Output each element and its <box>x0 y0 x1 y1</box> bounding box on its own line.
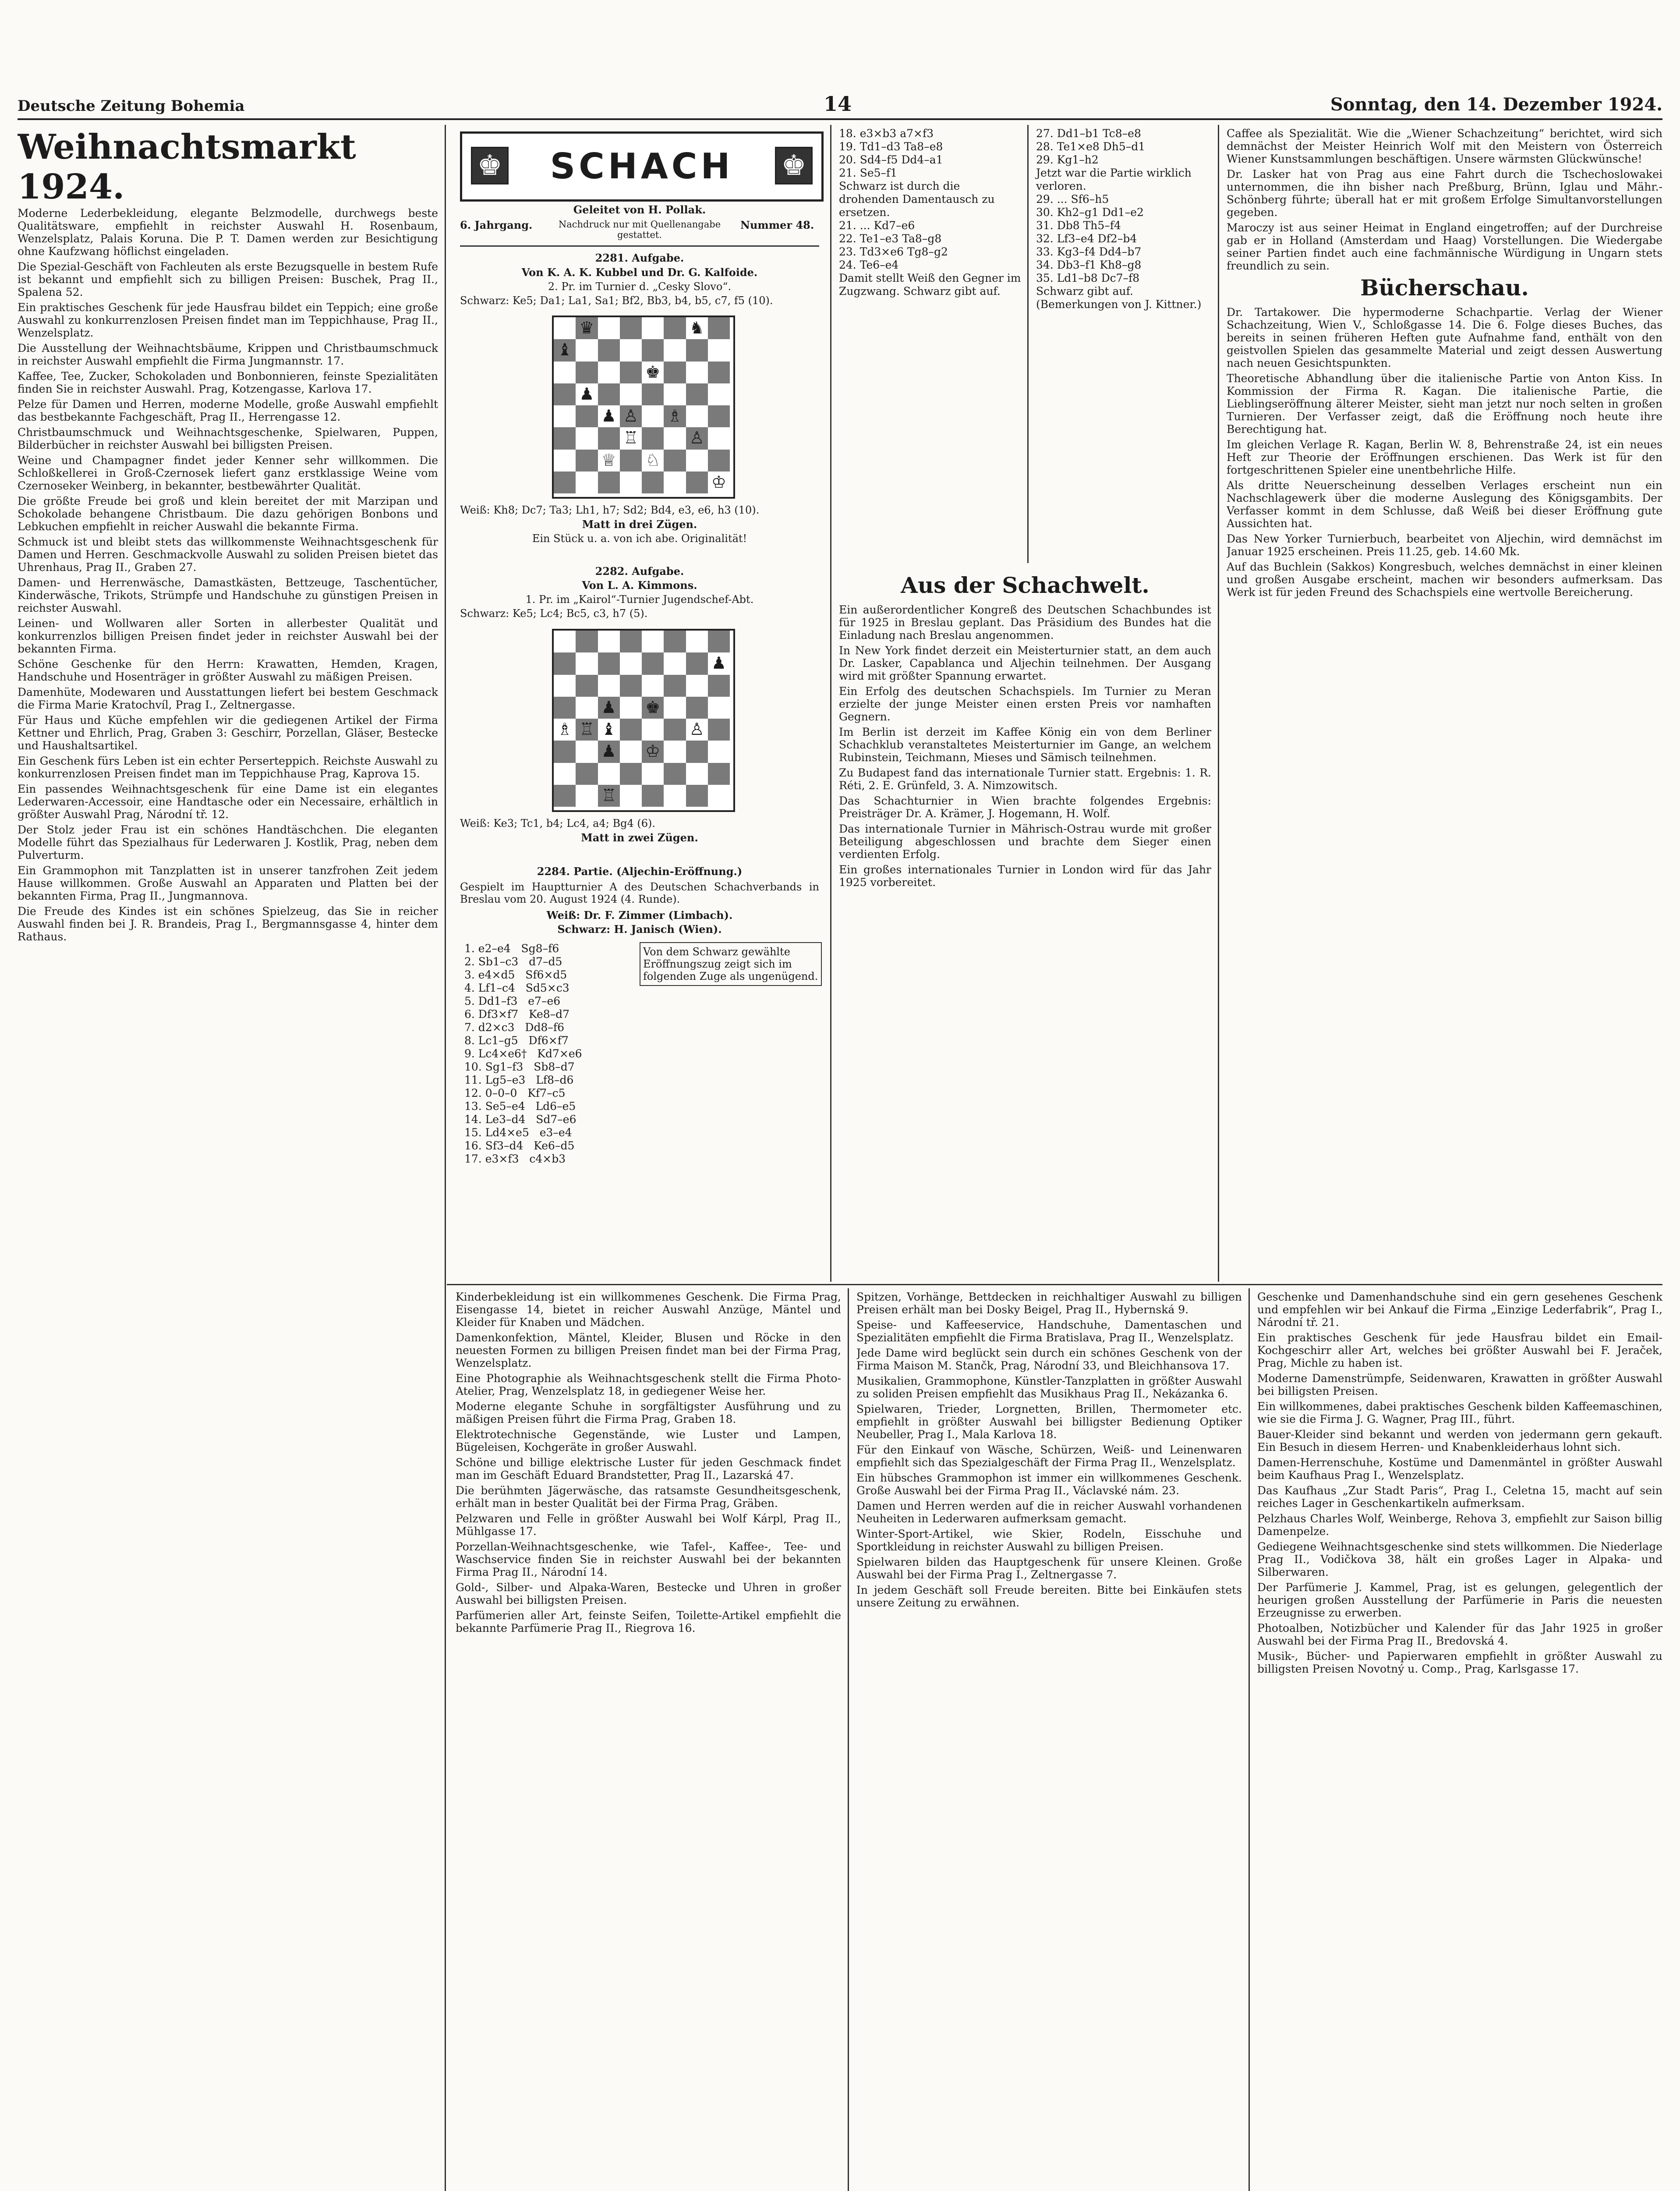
board-square <box>642 383 664 405</box>
move-line: 22. Te1–e3 Ta8–g8 <box>839 232 942 245</box>
move-line: 24. Te6–e4 <box>839 259 899 271</box>
board-square <box>664 450 686 472</box>
board-square <box>642 427 664 449</box>
board-square <box>686 339 708 361</box>
paragraph: Ein außerordentlicher Kongreß des Deutschen Schachbundes ist für 1925 in Breslau geplant. Das Präsidium des Bundes hat die Einladung nach Breslau angenommen. <box>839 603 1211 642</box>
board-square <box>664 317 686 339</box>
board-square <box>642 405 664 427</box>
board-square <box>620 719 642 741</box>
paragraph: Ein praktisches Geschenk für jede Hausfrau bildet ein Teppich; eine große Auswahl zu konkurrenzlosen Preisen findet man im Teppichhause, Prag II., Wenzelsplatz. <box>18 301 438 339</box>
page-date: Sonntag, den 14. Dezember 1924. <box>1330 94 1662 115</box>
chess-king-icon: ♚ <box>471 147 509 184</box>
paragraph: Das Kaufhaus „Zur Stadt Paris“, Prag I., Celetna 15, macht auf sein reiches Lager in Geschenkartikeln aufmerksam. <box>1257 1484 1662 1510</box>
move-line: 4. Lf1–c4 Sd5×c3 <box>464 982 569 994</box>
column-divider <box>1218 125 1219 1282</box>
chess-piece-icon: ♟ <box>601 741 616 761</box>
paragraph: Porzellan-Weihnachtsgeschenke, wie Tafel-, Kaffee-, Tee- und Waschservice finden Sie in reichster Auswahl bei der bekannten Firma Prag II., Národní 14. <box>456 1540 841 1578</box>
page-number: 14 <box>824 92 852 116</box>
board-square <box>576 675 598 697</box>
paragraph: Damen-Herrenschuhe, Kostüme und Damenmäntel in größter Auswahl beim Kaufhaus Prag I., Wenzelsplatz. <box>1257 1456 1662 1482</box>
masthead: Deutsche Zeitung Bohemia <box>18 97 245 115</box>
paragraph: Leinen- und Wollwaren aller Sorten in allerbester Qualität und konkurrenzlos billigen Preisen findet jeder in reichster Auswahl bei der bekannten Firma. <box>18 617 438 655</box>
board-square <box>620 631 642 652</box>
move-line: 9. Lc4×e6† Kd7×e6 <box>464 1047 582 1060</box>
chess-piece-icon: ♔ <box>645 741 661 761</box>
move-line: 23. Td3×e6 Tg8–g2 <box>839 245 948 258</box>
board-square <box>708 719 730 741</box>
schach-volume: 6. Jahrgang. <box>460 219 533 231</box>
schach-editor: Geleitet von H. Pollak. <box>573 203 706 216</box>
board-square <box>708 362 730 383</box>
board-square <box>554 785 576 807</box>
chess-piece-icon: ♙ <box>689 428 704 448</box>
paragraph: Ein passendes Weihnachtsgeschenk für eine Dame ist ein elegantes Lederwaren-Accessoir, eine Handtasche oder ein Necessaire, erhältlich in größter Auswahl Prag, Národní tř. 12. <box>18 783 438 821</box>
problem2-white: Weiß: Ke3; Tc1, b4; Lc4, a4; Bg4 (6). <box>460 817 655 830</box>
board-square <box>642 472 664 493</box>
board-square <box>642 631 664 652</box>
move-line: 3. e4×d5 Sf6×d5 <box>464 968 567 981</box>
chess-piece-icon: ♟ <box>579 384 594 404</box>
header-rule <box>18 118 1662 120</box>
board-square <box>598 383 620 405</box>
board-square <box>686 785 708 807</box>
move-line: 17. e3×f3 c4×b3 <box>464 1152 566 1165</box>
chess-king-icon: ♚ <box>775 147 813 184</box>
board-square <box>664 383 686 405</box>
game-title: 2284. Partie. (Aljechin-Eröffnung.) <box>537 865 743 878</box>
board-square <box>686 652 708 674</box>
paragraph: Caffee als Spezialität. Wie die „Wiener Schachzeitung“ berichtet, wird sich demnächst der Meister Heinrich Wolf mit den Meistern von Österreich Wiener Kunstsammlungen beschäftigen. Unsere wärmsten Glückwünsche! <box>1227 127 1662 165</box>
board-square <box>686 472 708 493</box>
paragraph: Die Freude des Kindes ist ein schönes Spielzeug, das Sie in reicher Auswahl finden bei J. R. Brandeis, Prag I., Bergmannsgasse 4, hinter dem Rathaus. <box>18 905 438 943</box>
move-line: 18. e3×b3 a7×f3 <box>839 127 934 140</box>
board-square <box>598 763 620 785</box>
weihnachtsmarkt-title: Weihnachtsmarkt 1924. <box>18 127 356 207</box>
board-square <box>598 675 620 697</box>
board-square <box>576 339 598 361</box>
board-square <box>576 362 598 383</box>
board-square <box>664 652 686 674</box>
schach-header-box <box>460 131 824 202</box>
problem2-prize: 1. Pr. im „Kairol“-Turnier Jugendschef-Abt. <box>525 593 754 606</box>
schachwelt-news <box>839 603 1211 889</box>
paragraph: Weine und Champagner findet jeder Kenner sehr willkommen. Die Schloßkellerei in Groß-Czernosek liefert ganz erstklassige Weine vom Czernoseker Weinberg, in bekannter, bestbewährter Qualität. <box>18 454 438 492</box>
board-square <box>708 675 730 697</box>
paragraph: Das New Yorker Turnierbuch, bearbeitet von Aljechin, wird demnächst im Januar 1925 erscheinen. Preis 11.25, geb. 14.60 Mk. <box>1227 532 1662 558</box>
chess-piece-icon: ♙ <box>689 720 704 739</box>
paragraph: Spitzen, Vorhänge, Bettdecken in reichhaltiger Auswahl zu billigen Preisen erhält man bei Dosky Beigel, Prag II., Hybernská 9. <box>856 1290 1242 1316</box>
paragraph: Der Stolz jeder Frau ist ein schönes Handtäschchen. Die eleganten Modelle führt das Spezialhaus für Lederwaren J. Kostlik, Prag, neben dem Pulverturm. <box>18 823 438 862</box>
paragraph: Winter-Sport-Artikel, wie Skier, Rodeln, Eisschuhe und Sportkleidung in reichster Auswahl zu billigen Preisen. <box>856 1528 1242 1553</box>
board-square <box>686 362 708 383</box>
problem1-stipulation: Matt in drei Zügen. <box>582 518 697 531</box>
board-square <box>664 675 686 697</box>
board-square <box>686 697 708 719</box>
schachwelt-section <box>839 570 1211 1280</box>
paragraph: Damen und Herren werden auf die in reicher Auswahl vorhandenen Neuheiten in Lederwaren aufmerksam gemacht. <box>856 1500 1242 1525</box>
board-square <box>554 652 576 674</box>
board-square <box>686 405 708 427</box>
move-line: 16. Sf3–d4 Ke6–d5 <box>464 1139 575 1152</box>
board-square <box>576 785 598 807</box>
board-square <box>708 317 730 339</box>
board-square <box>664 427 686 449</box>
paragraph: Bauer-Kleider sind bekannt und werden von jedermann gern gekauft. Ein Besuch in diesem Herren- und Knabenkleiderhaus lohnt sich. <box>1257 1428 1662 1454</box>
board-square <box>620 697 642 719</box>
ads-column-3 <box>856 1290 1242 2191</box>
chess-piece-icon: ♛ <box>579 318 594 337</box>
board-square <box>642 317 664 339</box>
board-square <box>620 652 642 674</box>
paragraph: Spielwaren, Trieder, Lorgnetten, Brillen, Thermometer etc. empfiehlt in größter Auswahl bei billigster Bedienung Optiker Neubeller, Prag I., Mala Karlova 18. <box>856 1403 1242 1441</box>
problem1-extra: Ein Stück u. a. von ich abe. Originalität! <box>532 532 747 545</box>
board-square <box>598 317 620 339</box>
board-square <box>708 631 730 652</box>
schachwelt-title: Aus der Schachwelt. <box>901 572 1149 598</box>
problem1-author: Von K. A. K. Kubbel und Dr. G. Kalfoide. <box>521 266 758 279</box>
paragraph: Speise- und Kaffeeservice, Handschuhe, Damentaschen und Spezialitäten empfiehlt die Firma Bratislava, Prag II., Wenzelsplatz. <box>856 1319 1242 1344</box>
board-square <box>708 383 730 405</box>
board-square <box>598 472 620 493</box>
board-square <box>598 427 620 449</box>
move-line: 10. Sg1–f3 Sb8–d7 <box>464 1060 575 1073</box>
buecherschau-entries <box>1227 306 1662 599</box>
move-line: 15. Ld4×e5 e3–e4 <box>464 1126 572 1139</box>
board-square <box>686 383 708 405</box>
paragraph: Photoalben, Notizbücher und Kalender für das Jahr 1925 in großer Auswahl bei der Firma Prag II., Bredovská 4. <box>1257 1622 1662 1647</box>
board-square <box>598 652 620 674</box>
paragraph: Schöne und billige elektrische Luster für jeden Geschmack findet man im Geschäft Eduard Brandstetter, Prag II., Lazarská 47. <box>456 1456 841 1482</box>
move-line: 33. Kg3–f4 Dd4–b7 <box>1036 245 1142 258</box>
board-square <box>620 383 642 405</box>
problem1-black: Schwarz: Ke5; Da1; La1, Sa1; Bf2, Bb3, b4, b5, c7, f5 (10). <box>460 294 773 307</box>
board-square <box>554 741 576 762</box>
board-square <box>620 339 642 361</box>
problem2-author: Von L. A. Kimmons. <box>582 579 697 592</box>
paragraph: Pelze für Damen und Herren, moderne Modelle, große Auswahl empfiehlt das bestbekannte Fachgeschäft, Prag II., Herrengasse 12. <box>18 398 438 423</box>
move-line: 32. Lf3–e4 Df2–b4 <box>1036 232 1137 245</box>
section-rule <box>447 1284 1662 1285</box>
problem2-title: 2282. Aufgabe. <box>595 565 684 578</box>
chess-news-paragraphs <box>1227 127 1662 272</box>
move-line: 29. ... Sf6–h5 <box>1036 193 1109 206</box>
paragraph: Pelzwaren und Felle in größter Auswahl bei Wolf Kárpl, Prag II., Mühlgasse 17. <box>456 1512 841 1538</box>
game-moves <box>464 942 582 1166</box>
move-line: 8. Lc1–g5 Df6×f7 <box>464 1034 569 1047</box>
move-line: 6. Df3×f7 Ke8–d7 <box>464 1008 570 1021</box>
board-square <box>576 697 598 719</box>
paragraph: Musik-, Bücher- und Papierwaren empfiehlt in größter Auswahl zu billigsten Preisen Novotný u. Comp., Prag, Karlsgasse 17. <box>1257 1650 1662 1675</box>
board-square <box>708 785 730 807</box>
problem1-white: Weiß: Kh8; Dc7; Ta3; Lh1, h7; Sd2; Bd4, e3, e6, h3 (10). <box>460 504 760 516</box>
paragraph: Dr. Tartakower. Die hypermoderne Schachpartie. Verlag der Wiener Schachzeitung, Wien V., Schloßgasse 14. Die 6. Folge dieses Buches, das bereits in seinen früheren Heften gute Aufnahme fand, enthält von den geistvollen Spielen das gesammelte Material und zeigt dessen Auswertung nach neuen Gesichtspunkten. <box>1227 306 1662 369</box>
paragraph: Die Ausstellung der Weihnachtsbäume, Krippen und Christbaumschmuck in reichster Auswahl empfiehlt die Firma Jungmannstr. 17. <box>18 342 438 367</box>
paragraph: Ein praktisches Geschenk für jede Hausfrau bildet ein Email-Kochgeschirr aller Art, welches bei größter Auswahl bei F. Jeraček, Prag, Michle zu haben ist. <box>1257 1331 1662 1369</box>
move-line: 7. d2×c3 Dd8–f6 <box>464 1021 565 1034</box>
board-square <box>620 763 642 785</box>
paragraph: Dr. Lasker hat von Prag aus eine Fahrt durch die Tschechoslowakei unternommen, die ihn bisher nach Preßburg, Brünn, Iglau und Mähr.-Schönberg führte; überall hat er mit großem Erfolge Simultanvorstellungen gegeben. <box>1227 168 1662 219</box>
game-black: Schwarz: H. Janisch (Wien). <box>557 923 722 936</box>
buecherschau-title: Bücherschau. <box>1360 275 1529 301</box>
board-square <box>664 741 686 762</box>
board-square <box>708 741 730 762</box>
paragraph: Auf das Buchlein (Sakkos) Kongresbuch, welches demnächst in einer kleinen und großen Ausgabe erscheint, machen wir besonders aufmerksam. Das Werk ist für jeden Freund des Schachspiels eine wertvolle Bereicherung. <box>1227 560 1662 599</box>
paragraph: Das internationale Turnier in Mährisch-Ostrau wurde mit großer Beteiligung abgeschlossen und brachte dem Sieger einen verdienten Erfolg. <box>839 823 1211 861</box>
column-divider <box>1027 125 1029 563</box>
board-square <box>620 675 642 697</box>
paragraph: Der Parfümerie J. Kammel, Prag, ist es gelungen, gelegentlich der heurigen großen Ausstellung der Parfümerie in Paris die neuesten Erzeugnisse zu erwerben. <box>1257 1581 1662 1619</box>
board-square <box>576 763 598 785</box>
paragraph: Als dritte Neuerscheinung desselben Verlages erscheint nun ein Nachschlagewerk über die moderne Auslegung des Königsgambits. Der Verfasser kommt in dem Schlusse, daß Weiß bei dieser Eröffnung gute Aussichten hat. <box>1227 479 1662 530</box>
chess-piece-icon: ♟ <box>601 406 616 425</box>
paragraph: Theoretische Abhandlung über die italienische Partie von Anton Kiss. In Kommission der Firma R. Kagan. Die italienische Partie, die Lieblingseröffnung älterer Meister, sieht man jetzt nur noch selten in großen Turnieren. Der Verfasser zeigt, daß die Eröffnung noch heute ihre Berechtigung hat. <box>1227 372 1662 436</box>
paragraph: Pelzhaus Charles Wolf, Weinberge, Rehova 3, empfiehlt zur Saison billig Damenpelze. <box>1257 1512 1662 1538</box>
paragraph: Musikalien, Grammophone, Künstler-Tanzplatten in größter Auswahl zu soliden Preisen empfiehlt das Musikhaus Prag II., Nekázanka 6. <box>856 1375 1242 1400</box>
paragraph: Moderne Damenstrümpfe, Seidenwaren, Krawatten in größter Auswahl bei billigsten Preisen. <box>1257 1372 1662 1397</box>
paragraph: Maroczy ist aus seiner Heimat in England eingetroffen; auf der Durchreise gab er in Holland (Amsterdam und Haag) Vorstellungen. Die Wiedergabe seiner Partien findet auch eine fachmännische Würdigung in Ungarn stets freundlich zu sein. <box>1227 221 1662 272</box>
board-square <box>554 697 576 719</box>
board-square <box>554 317 576 339</box>
paragraph: Ein willkommenes, dabei praktisches Geschenk bilden Kaffeemaschinen, wie sie die Firma J. G. Wagner, Prag III., führt. <box>1257 1400 1662 1425</box>
board-square <box>642 675 664 697</box>
move-line: 11. Lg5–e3 Lf8–d6 <box>464 1074 574 1086</box>
move-line: 28. Te1×e8 Dh5–d1 <box>1036 140 1146 153</box>
board-square <box>598 362 620 383</box>
weihnachtsmarkt-column <box>18 127 438 2191</box>
paragraph: In jedem Geschäft soll Freude bereiten. Bitte bei Einkäufen stets unsere Zeitung zu erwähnen. <box>856 1584 1242 1609</box>
ads-column-2 <box>456 1290 841 2191</box>
paragraph: Parfümerien aller Art, feinste Seifen, Toilette-Artikel empfiehlt die bekannte Parfümerie Prag II., Riegrova 16. <box>456 1609 841 1634</box>
board-square <box>554 362 576 383</box>
paragraph: Christbaumschmuck und Weihnachtsgeschenke, Spielwaren, Puppen, Bilderbücher in reichster Auswahl bei billigsten Preisen. <box>18 426 438 451</box>
board-square <box>576 472 598 493</box>
board-square <box>708 697 730 719</box>
paragraph: Für den Einkauf von Wäsche, Schürzen, Weiß- und Leinenwaren empfiehlt sich das Spezialgeschäft der Firma Prag II., Wenzelsplatz. <box>856 1443 1242 1469</box>
paragraph: Elektrotechnische Gegenstände, wie Luster und Lampen, Bügeleisen, Kochgeräte in großer Auswahl. <box>456 1428 841 1454</box>
board-square <box>708 763 730 785</box>
board-square <box>620 785 642 807</box>
paragraph: Schöne Geschenke für den Herrn: Krawatten, Hemden, Kragen, Handschuhe und Hosenträger in größter Auswahl zu mäßigen Preisen. <box>18 658 438 683</box>
board-square <box>598 339 620 361</box>
move-line: 14. Le3–d4 Sd7–e6 <box>464 1113 577 1126</box>
paragraph: Spielwaren bilden das Hauptgeschenk für unsere Kleinen. Große Auswahl bei der Firma Prag I., Zeltnergasse 7. <box>856 1556 1242 1581</box>
move-line: 31. Db8 Th5–f4 <box>1036 219 1121 232</box>
move-line: 5. Dd1–f3 e7–e6 <box>464 995 561 1007</box>
board-square <box>554 450 576 472</box>
board-square <box>554 405 576 427</box>
chess-piece-icon: ♗ <box>557 720 573 739</box>
paragraph: Zu Budapest fand das internationale Turnier statt. Ergebnis: 1. R. Réti, 2. E. Grünfeld, 3. A. Nimzowitsch. <box>839 766 1211 792</box>
chess-piece-icon: ♕ <box>601 450 616 470</box>
board-square <box>708 339 730 361</box>
paragraph: Im gleichen Verlage R. Kagan, Berlin W. 8, Behrenstraße 24, ist ein neues Heft zur Theorie der Eröffnungen erschienen. Das Werk ist für den fortgeschrittenen Spieler eine unentbehrliche Hilfe. <box>1227 438 1662 476</box>
paragraph: Im Berlin ist derzeit im Kaffee König ein von dem Berliner Schachklub veranstaltetes Meisterturnier im Gange, an welchem Rubinstein, Teichmann, Mieses und Sämisch teilnehmen. <box>839 726 1211 764</box>
board-square <box>686 631 708 652</box>
problem1-title: 2281. Aufgabe. <box>595 252 684 264</box>
chess-piece-icon: ♝ <box>557 340 573 360</box>
board-square <box>554 472 576 493</box>
board-square <box>576 741 598 762</box>
chess-piece-icon: ♚ <box>645 362 661 382</box>
paragraph: Damenhüte, Modewaren und Ausstattungen liefert bei bestem Geschmack die Firma Marie Kratochvíl, Prag I., Zeltnergasse. <box>18 686 438 711</box>
move-line: 27. Dd1–b1 Tc8–e8 <box>1036 127 1141 140</box>
board-square <box>554 427 576 449</box>
move-line: 35. Ld1–b8 Dc7–f8 <box>1036 272 1140 284</box>
board-square <box>686 675 708 697</box>
move-line: 34. Db3–f1 Kh8–g8 <box>1036 259 1142 271</box>
game-continuation-moves <box>839 127 1023 298</box>
chess-piece-icon: ♘ <box>645 450 661 470</box>
move-line: 2. Sb1–c3 d7–d5 <box>464 955 562 968</box>
paragraph: Ein hübsches Grammophon ist immer ein willkommenes Geschenk. Große Auswahl bei der Firma Prag II., Václavské nám. 23. <box>856 1471 1242 1497</box>
paragraph: Die berühmten Jägerwäsche, das ratsamste Gesundheitsgeschenk, erhält man in bester Qualität bei der Firma Prag, Gräben. <box>456 1484 841 1510</box>
paragraph: Ein großes internationales Turnier in London wird für das Jahr 1925 vorbereitet. <box>839 863 1211 889</box>
board-square <box>642 719 664 741</box>
chess-piece-icon: ♚ <box>645 697 661 717</box>
problem1-prize: 2. Pr. im Turnier d. „Cesky Slovo“. <box>548 280 732 293</box>
board-square <box>620 362 642 383</box>
board-square <box>664 472 686 493</box>
move-line: 12. 0–0–0 Kf7–c5 <box>464 1087 566 1099</box>
board-square <box>554 631 576 652</box>
board-square <box>686 763 708 785</box>
move-line: Damit stellt Weiß den Gegner im Zugzwang. Schwarz gibt auf. <box>839 272 1021 298</box>
board-square <box>554 763 576 785</box>
board-square <box>554 383 576 405</box>
column-divider <box>1249 1288 1250 2191</box>
chess-piece-icon: ♖ <box>579 720 594 739</box>
chess-piece-icon: ♙ <box>623 406 638 425</box>
chess-piece-icon: ♖ <box>623 428 638 448</box>
move-line: (Bemerkungen von J. Kittner.) <box>1036 298 1202 311</box>
ads-column-4 <box>1257 1290 1662 2191</box>
board-square <box>664 785 686 807</box>
paragraph: Für Haus und Küche empfehlen wir die gediegenen Artikel der Firma Kettner und Ehrlich, Prag, Graben 3: Geschirr, Porzellan, Gläser, Bestecke und Haushaltsartikel. <box>18 714 438 752</box>
chess-piece-icon: ♟ <box>711 653 726 673</box>
paragraph: Ein Grammophon mit Tanzplatten ist in unserer tanzfrohen Zeit jedem Hause willkommen. Große Auswahl an Apparaten und Platten bei der bekannten Firma, Prag II., Jungmannova. <box>18 864 438 902</box>
board-square <box>620 317 642 339</box>
game-note: Von dem Schwarz gewählte Eröffnungszug zeigt sich im folgenden Zuge als ungenügend. <box>640 942 822 986</box>
move-line: 29. Kg1–h2 <box>1036 153 1099 166</box>
paragraph: Schmuck ist und bleibt stets das willkommenste Weihnachtsgeschenk für Damen und Herren. Geschmackvolle Auswahl zu soliden Preisen bietet das Uhrenhaus, Prag II., Graben 27. <box>18 535 438 574</box>
game-continuation-moves-2 <box>1036 127 1211 311</box>
board-square <box>620 741 642 762</box>
move-line: 13. Se5–e4 Ld6–e5 <box>464 1100 576 1113</box>
move-line: 21. Se5–f1 <box>839 167 898 179</box>
board-square <box>664 339 686 361</box>
schach-heading: SCHACH <box>550 146 734 187</box>
move-line: 30. Kh2–g1 Dd1–e2 <box>1036 206 1144 219</box>
chess-piece-icon: ♖ <box>601 785 616 805</box>
board-square <box>664 697 686 719</box>
board-square <box>576 427 598 449</box>
chess-diagram-problem2 <box>552 629 735 812</box>
schach-note: Nachdruck nur mit Quellenangabe gestattet. <box>558 219 721 240</box>
chess-piece-icon: ♝ <box>601 720 616 739</box>
paragraph: In New York findet derzeit ein Meisterturnier statt, an dem auch Dr. Lasker, Capablanca und Aljechin teilnehmen. Der Ausgang wird mit größter Spannung erwartet. <box>839 644 1211 682</box>
board-square <box>576 631 598 652</box>
board-square <box>620 472 642 493</box>
paragraph: Damenkonfektion, Mäntel, Kleider, Blusen und Röcke in den neuesten Formen zu billigen Preisen findet man bei der Firma Prag, Wenzelsplatz. <box>456 1331 841 1369</box>
board-square <box>664 362 686 383</box>
paragraph: Ein Geschenk fürs Leben ist ein echter Perserteppich. Reichste Auswahl zu konkurrenzlosen Preisen findet man im Teppichhause Prag, Kaprova 15. <box>18 755 438 780</box>
paragraph: Eine Photographie als Weihnachtsgeschenk stellt die Firma Photo-Atelier, Prag, Wenzelsplatz 18, in gediegener Weise her. <box>456 1372 841 1397</box>
paragraph: Das Schachturnier in Wien brachte folgendes Ergebnis: Preisträger Dr. A. Krämer, J. Hogemann, H. Wolf. <box>839 794 1211 820</box>
move-line: Schwarz gibt auf. <box>1036 285 1133 298</box>
chess-piece-icon: ♟ <box>601 697 616 717</box>
paragraph: Moderne elegante Schuhe in sorgfältigster Ausführung und zu mäßigen Preisen führt die Firma Prag, Graben 18. <box>456 1400 841 1425</box>
problem2-black: Schwarz: Ke5; Lc4; Bc5, c3, h7 (5). <box>460 607 648 620</box>
board-square <box>642 652 664 674</box>
board-square <box>620 450 642 472</box>
column-divider <box>445 125 446 2191</box>
move-line: 21. ... Kd7–e6 <box>839 219 915 232</box>
paragraph: Kinderbekleidung ist ein willkommenes Geschenk. Die Firma Prag, Eisengasse 14, bietet in reicher Auswahl Anzüge, Mäntel und Kleider für Knaben und Mädchen. <box>456 1290 841 1329</box>
move-line: 1. e2–e4 Sg8–f6 <box>464 942 559 955</box>
column-divider <box>848 1288 849 2191</box>
board-square <box>708 405 730 427</box>
chess-piece-icon: ♗ <box>667 406 683 425</box>
paragraph: Die größte Freude bei groß und klein bereitet der mit Marzipan und Schokolade behangene Christbaum. Die dazu gehörigen Bonbons und Lebkuchen empfiehlt in reicher Auswahl die bekannte Firma. <box>18 495 438 533</box>
problem2-stipulation: Matt in zwei Zügen. <box>581 831 698 844</box>
paragraph: Kaffee, Tee, Zucker, Schokoladen und Bonbonnieren, feinste Spezialitäten finden Sie in reichster Auswahl. Prag, Kotzengasse, Karlova 17. <box>18 370 438 395</box>
board-square <box>664 719 686 741</box>
move-line: 20. Sd4–f5 Dd4–a1 <box>839 153 943 166</box>
paragraph: Die Spezial-Geschäft von Fachleuten als erste Bezugsquelle in bestem Rufe ist bekannt und empfiehlt sich zu billigen Preisen: Buschek, Prag II., Spalena 52. <box>18 260 438 298</box>
paragraph: Moderne Lederbekleidung, elegante Belzmodelle, durchwegs beste Qualitätsware, empfiehlt in reichster Auswahl H. Rosenbaum, Wenzelsplatz, Palais Koruna. Die P. T. Damen werden zur Besichtigung ohne Kaufzwang höflichst eingeladen. <box>18 207 438 258</box>
game-intro: Gespielt im Hauptturnier A des Deutschen Schachverbands in Breslau vom 20. August 1924 (4. Runde). <box>460 881 819 905</box>
board-square <box>576 652 598 674</box>
board-square <box>686 741 708 762</box>
paragraph: Damen- und Herrenwäsche, Damastkästen, Bettzeuge, Taschentücher, Kinderwäsche, Trikots, Strümpfe und Handschuhe zu günstigen Preisen in reichster Auswahl. <box>18 576 438 614</box>
board-square <box>708 450 730 472</box>
chess-diagram-problem1 <box>552 316 735 499</box>
schach-number: Nummer 48. <box>740 219 814 231</box>
paragraph: Geschenke und Damenhandschuhe sind ein gern gesehenes Geschenk und empfehlen wir bei Ankauf die Firma „Einzige Lederfabrik“, Prag I., Národní tř. 21. <box>1257 1290 1662 1329</box>
board-square <box>576 405 598 427</box>
weihnachtsmarkt-ads <box>18 207 438 943</box>
paragraph: Gold-, Silber- und Alpaka-Waren, Bestecke und Uhren in großer Auswahl bei billigsten Preisen. <box>456 1581 841 1606</box>
move-line: Schwarz ist durch die drohenden Damentausch zu ersetzen. <box>839 180 995 219</box>
column-divider <box>830 125 831 1282</box>
paragraph: Gediegene Weihnachtsgeschenke sind stets willkommen. Die Niederlage Prag II., Vodičkova 38, hält ein großes Lager in Alpaka- und Silberwaren. <box>1257 1540 1662 1578</box>
board-square <box>664 763 686 785</box>
game-white: Weiß: Dr. F. Zimmer (Limbach). <box>546 909 733 922</box>
board-square <box>708 427 730 449</box>
schach-rule <box>460 245 819 247</box>
board-square <box>642 339 664 361</box>
chess-piece-icon: ♔ <box>711 472 726 492</box>
paragraph: Ein Erfolg des deutschen Schachspiels. Im Turnier zu Meran erzielte der junge Meister einen ersten Preis vor namhaften Gegnern. <box>839 685 1211 723</box>
board-square <box>576 450 598 472</box>
move-line: Jetzt war die Partie wirklich verloren. <box>1036 167 1192 192</box>
move-line: 19. Td1–d3 Ta8–e8 <box>839 140 943 153</box>
chess-news-column <box>1227 127 1662 1280</box>
board-square <box>598 631 620 652</box>
chess-piece-icon: ♞ <box>689 318 704 337</box>
board-square <box>642 763 664 785</box>
board-square <box>642 785 664 807</box>
board-square <box>554 675 576 697</box>
board-square <box>686 450 708 472</box>
paragraph: Jede Dame wird beglückt sein durch ein schönes Geschenk von der Firma Maison M. Stančk, Prag, Národní 33, und Bleichhansova 17. <box>856 1347 1242 1372</box>
board-square <box>664 631 686 652</box>
